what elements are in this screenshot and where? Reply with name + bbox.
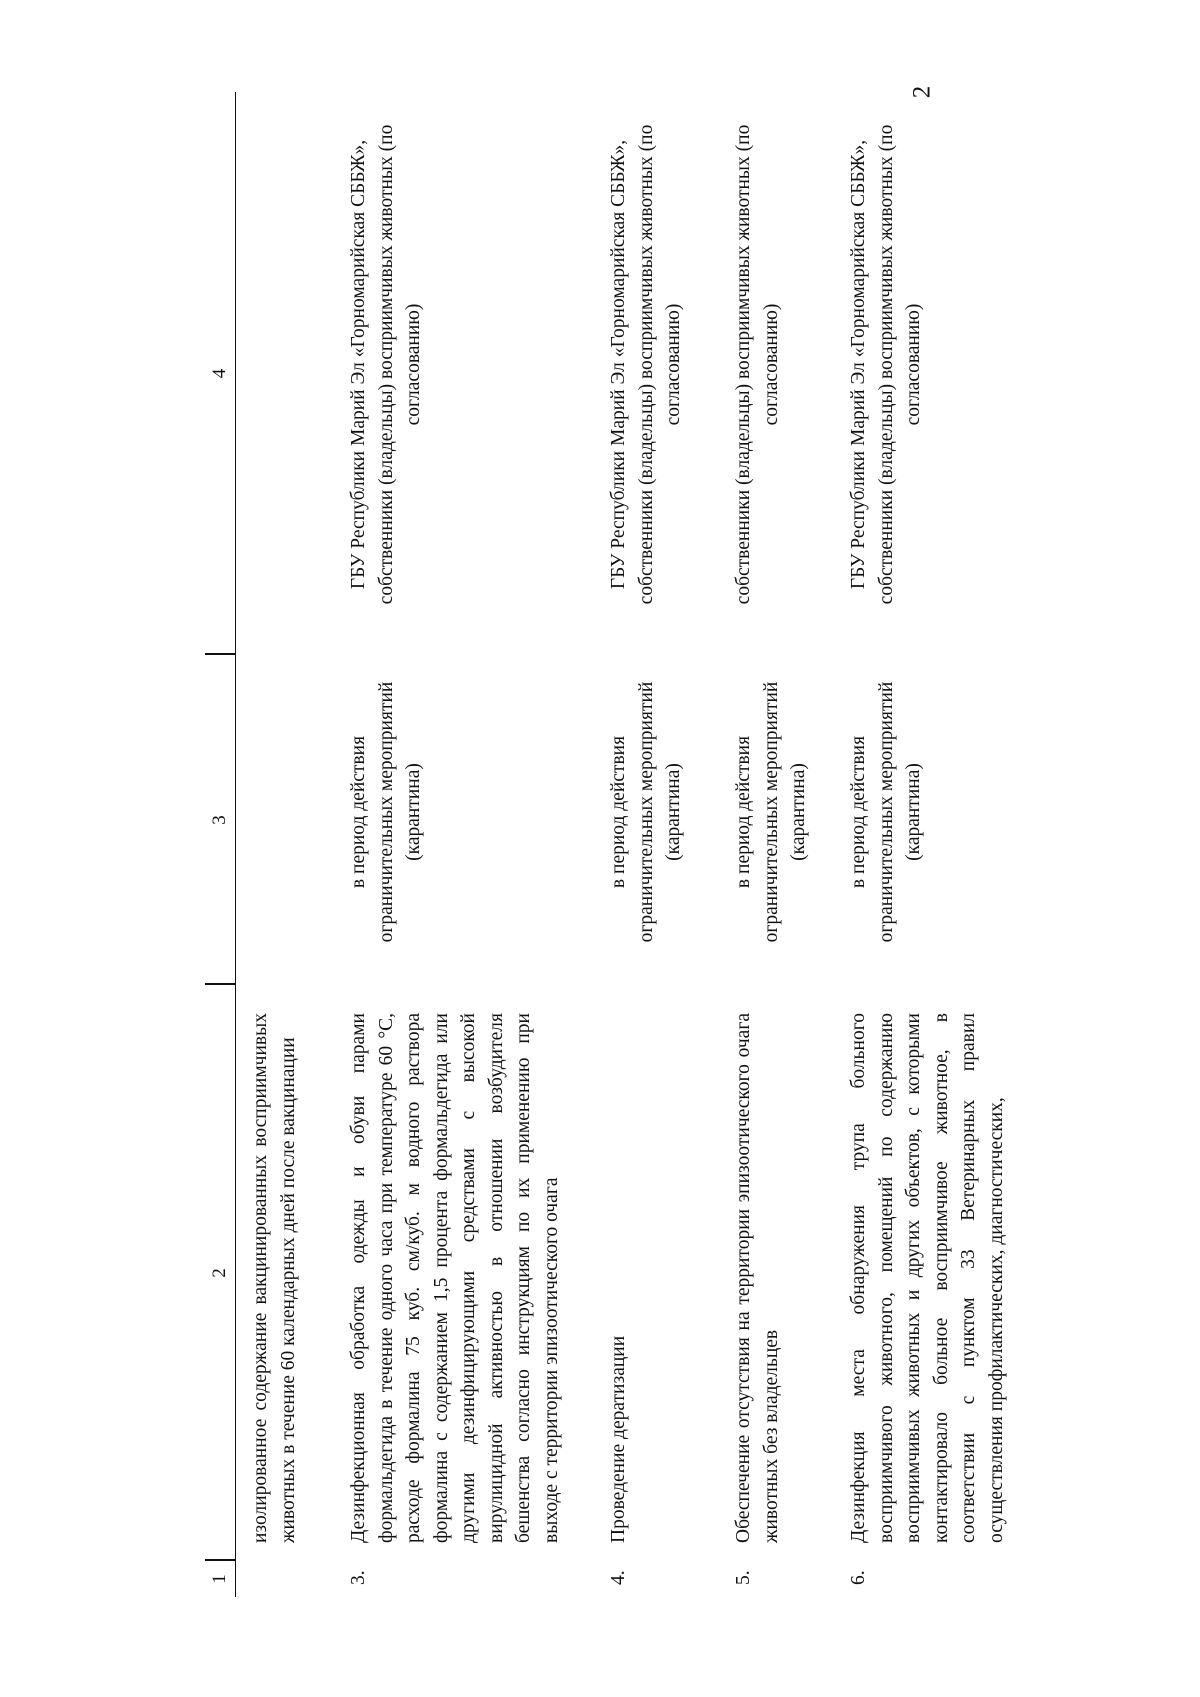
table-header: [205, 92, 236, 1597]
row-term: в период действия ограничительных мероприятий (карантина): [348, 681, 424, 943]
header-col-1: 1: [209, 1574, 230, 1584]
row-term: в период действия ограничительных мероприятий (карантина): [848, 681, 924, 943]
row-description: Проведение дератизации: [608, 1335, 629, 1543]
row-executor: ГБУ Республики Марий Эл «Горномарийская СББЖ», собственники (владельцы) восприимчивых животных (по согласованию): [608, 124, 684, 605]
row-number: 6.: [848, 1570, 869, 1585]
row-term: в период действия ограничительных мероприятий (карантина): [733, 681, 809, 943]
row-number: 5.: [733, 1570, 754, 1585]
rotated-table: [205, 92, 1007, 1597]
row-executor: собственники (владельцы) восприимчивых животных (по согласованию): [733, 124, 782, 605]
row-description: изолированное содержание вакцинированных восприимчивых животных в течение 60 календарных дней после вакцинации: [250, 1013, 299, 1543]
row-number: 4.: [608, 1570, 629, 1585]
header-col-3: 3: [209, 815, 230, 825]
row-description: Дезинфекция места обнаружения трупа больного восприимчивого животного, помещений по содержанию восприимчивых животных и других объектов, с которыми контактировало больное восприимчивое животное, в соответствии с пунктом 33 Ветеринарных правил осуществления профилактических, диагностических,: [848, 1013, 1007, 1543]
row-description: Дезинфекционная обработка одежды и обуви парами формальдегида в течение одного часа при температуре 60 °С, расходе формалина 75 куб. см/куб. м водного раствора формалина с содержанием 1,5 процента формальдегида или другими дезинфицирующими средствами с высокой вирулицидной активностью в отношении возбудителя бешенства согласно инструкциям по их применению при выходе с территории эпизоотического очага: [348, 1013, 562, 1543]
row-executor: ГБУ Республики Марий Эл «Горномарийская СББЖ», собственники (владельцы) восприимчивых животных (по согласованию): [848, 124, 924, 605]
header-col-4: 4: [209, 368, 230, 379]
row-term: в период действия ограничительных мероприятий (карантина): [608, 681, 684, 943]
row-description: Обеспечение отсутствия на территории эпизоотического очага животных без владельцев: [733, 1013, 782, 1543]
page-number: 2: [908, 85, 936, 99]
row-number: 3.: [348, 1570, 369, 1585]
header-col-2: 2: [209, 1268, 230, 1278]
row-executor: ГБУ Республики Марий Эл «Горномарийская СББЖ», собственники (владельцы) восприимчивых животных (по согласованию): [348, 124, 424, 605]
